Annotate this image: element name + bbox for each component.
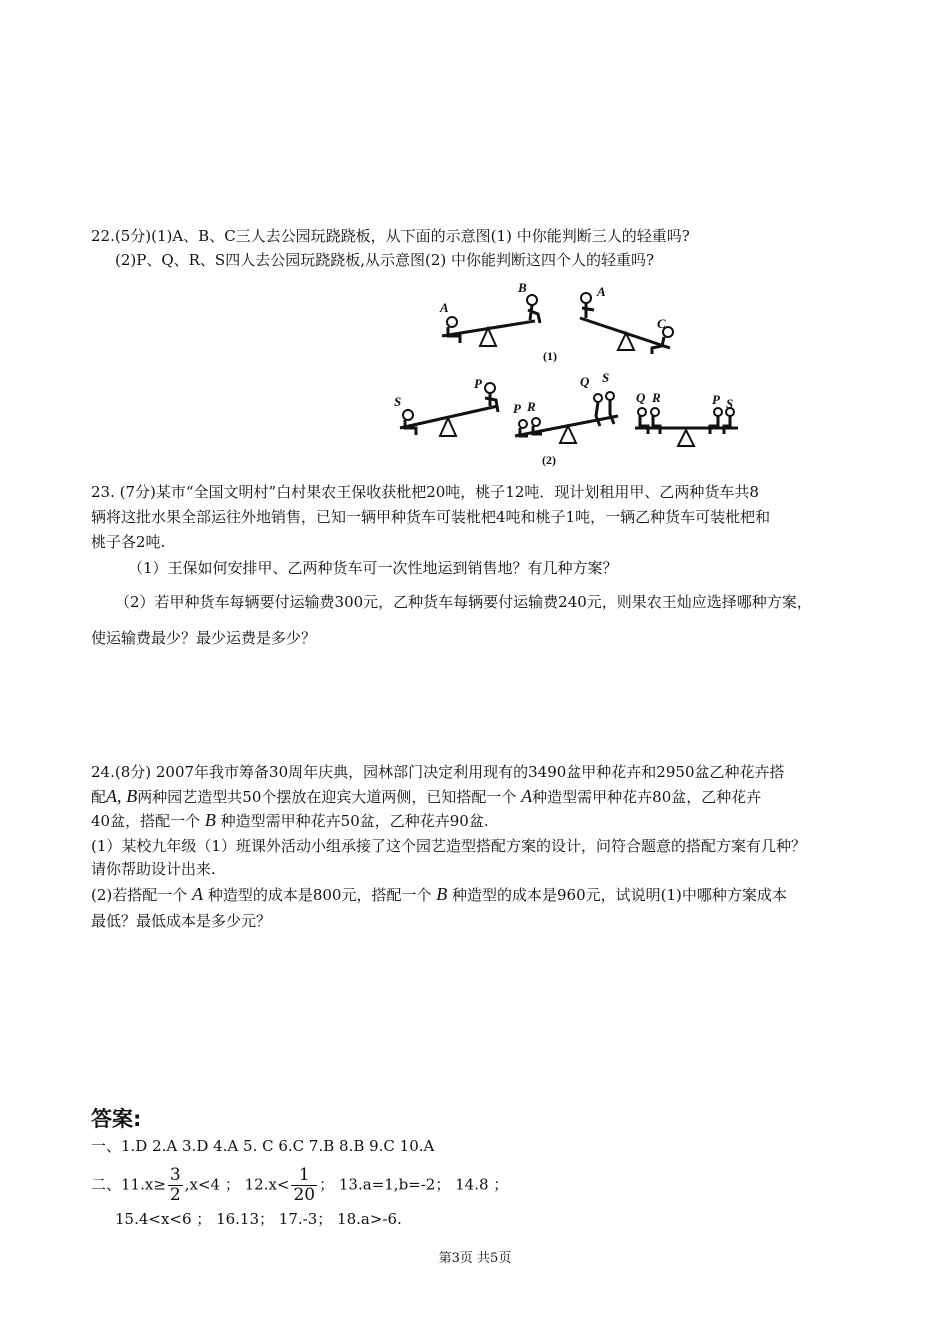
q24-line3-pre: 40盆，搭配一个 [91, 812, 201, 830]
answers-row2-pre: 二、11.x≥ [91, 1175, 166, 1194]
label-a2: A [597, 284, 606, 299]
answers-row2-mid: ,x<4 ； 12.x< [184, 1175, 290, 1194]
label-a1: A [440, 300, 449, 315]
q24-line1: 24.(8分) 2007年我市筹备30周年庆典，园林部门决定利用现有的3490盆甲种花卉和2950盆乙种花卉搭 [91, 763, 785, 781]
label-s3: S [726, 396, 734, 411]
seesaw-1b [580, 284, 673, 354]
label-r3: R [652, 390, 661, 405]
seesaw-figure [390, 278, 750, 470]
q24-line2-post: 两种园艺造型共50个摆放在迎宾大道两侧，已知搭配一个 [137, 788, 517, 806]
q23-line6: 使运输费最少？最少运费是多少？ [91, 629, 317, 647]
q24-var-a3: A [192, 884, 204, 904]
q24-var-a: A, [106, 786, 122, 806]
q24-line3 [91, 810, 489, 831]
label-s1: S [394, 394, 402, 409]
q24-line6-mid: 种造型的成本是800元，搭配一个 [207, 886, 432, 904]
label-s2: S [602, 370, 610, 385]
label-c2: C [657, 316, 666, 331]
page-footer: 第3页 共5页 [438, 1251, 512, 1266]
q24-var-b2: B [204, 810, 216, 830]
answers-row2 [91, 1166, 508, 1205]
label-b1: B [518, 280, 527, 295]
answers-row2-post: ； 13.a=1,b=-2； 14.8 ； [319, 1175, 509, 1194]
answers-title: 答案: [91, 1107, 142, 1131]
label-q2: Q [580, 374, 590, 389]
caption-2: (2) [542, 453, 556, 467]
seesaw-1a [439, 280, 540, 346]
label-q3: Q [636, 390, 646, 405]
q23-line1: 23. (7分)某市“全国文明村”白村果农王保收获枇杷20吨，桃子12吨．现计划租用甲、乙两种货车共8 [91, 483, 759, 501]
q24-line3-post: 种造型需甲种花卉50盆，乙种花卉90盆. [220, 812, 489, 830]
label-r2: R [527, 399, 536, 414]
label-p1: P [474, 376, 482, 391]
fraction-1-20: $\frac{1}{20}$ [293, 1165, 316, 1205]
seesaw-2a [394, 376, 498, 436]
q23-line4: （1）王保如何安排甲、乙两种货车可一次性地运到销售地？有几种方案？ [128, 559, 618, 577]
q22-line1: 22.(5分)(1)A、B、C三人去公园玩跷跷板，从下面的示意图(1) 中你能判断三人的轻重吗? [91, 227, 690, 245]
q24-var-b3: B [436, 884, 448, 904]
q23-line2: 辆将这批水果全部运往外地销售，已知一辆甲种货车可装枇杷4吨和桃子1吨，一辆乙种货车可装枇杷和 [91, 508, 771, 526]
label-p2: P [513, 401, 521, 416]
q24-var-b: B [126, 786, 138, 806]
q24-line6-pre: (2)若搭配一个 [91, 886, 188, 904]
seesaw-2b [513, 370, 618, 443]
q24-line5: 请你帮助设计出来. [91, 860, 216, 878]
label-p3: P [712, 392, 720, 407]
q24-line6-post: 种造型的成本是960元，试说明(1)中哪种方案成本 [452, 886, 787, 904]
q24-line4: (1）某校九年级（1）班课外活动小组承接了这个园艺造型搭配方案的设计，问符合题意的搭配方案有几种？ [91, 837, 806, 855]
q23-line5: （2）若甲种货车每辆要付运输费300元，乙种货车每辆要付运输费240元，则果农王灿应选择哪种方案， [115, 593, 812, 611]
caption-1: (1) [543, 349, 557, 363]
answers-row3: 15.4<x<6 ； 16.13； 17.-3； 18.a>-6. [115, 1210, 402, 1228]
answers-row1: 一、1.D 2.A 3.D 4.A 5. C 6.C 7.B 8.B 9.C 10.A [91, 1137, 435, 1155]
q24-line6 [91, 884, 787, 905]
q22-line2: (2)P、Q、R、S四人去公园玩跷跷板,从示意图(2) 中你能判断这四个人的轻重吗? [115, 251, 655, 269]
fraction-3-2: $\frac{3}{2}$ [169, 1165, 181, 1205]
q24-line2-pre: 配 [91, 788, 107, 806]
q24-line2 [91, 786, 761, 807]
seesaw-2c [635, 390, 738, 446]
q24-var-a2: A [521, 786, 533, 806]
q24-line7: 最低？最低成本是多少元？ [91, 912, 272, 930]
q23-line3: 桃子各2吨. [91, 533, 166, 551]
q24-line2-end: 种造型需甲种花卉80盆，乙种花卉 [532, 788, 762, 806]
